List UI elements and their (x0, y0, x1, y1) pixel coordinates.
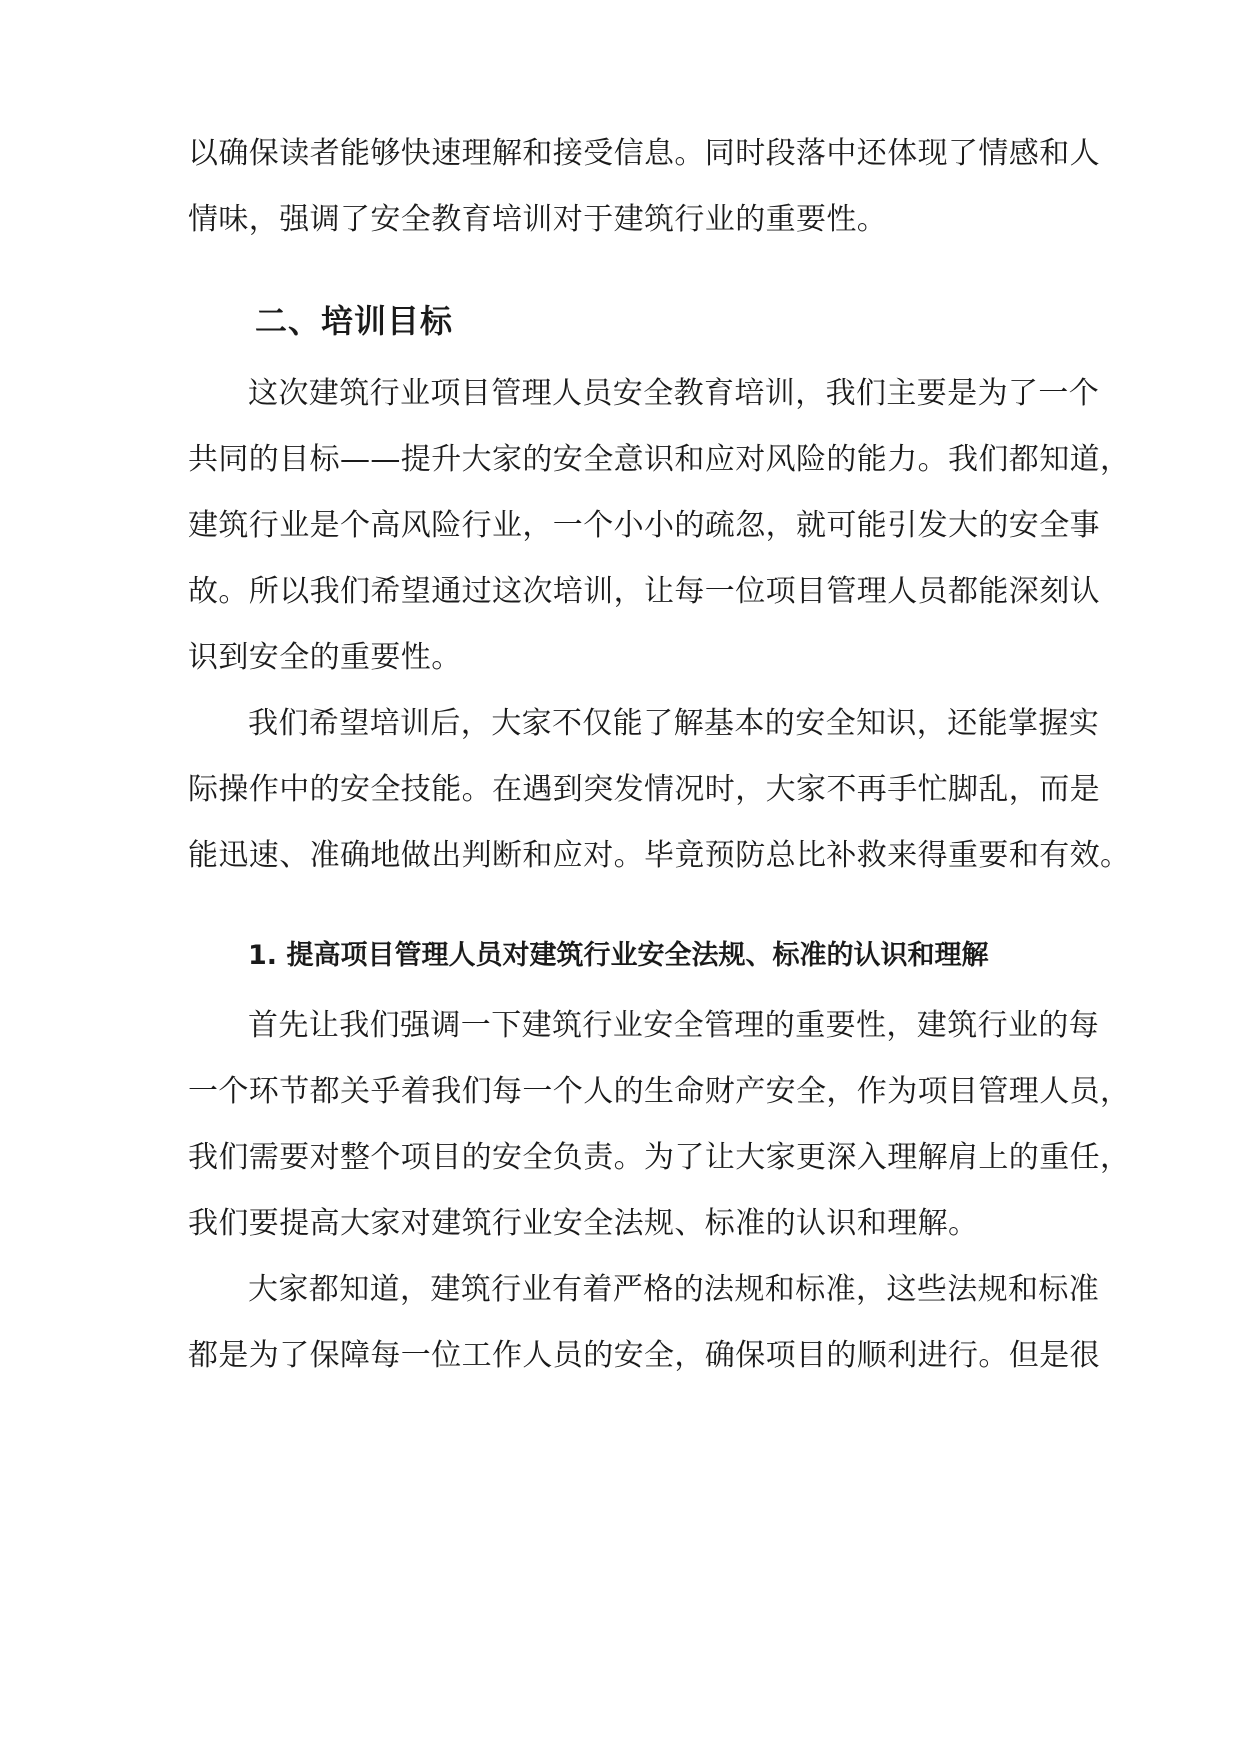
text-line: 我们需要对整个项目的安全负责。为了让大家更深入理解肩上的重任， (188, 1140, 1131, 1175)
subsection-heading: 1. 提高项目管理人员对建筑行业安全法规、标准的认识和理解 (248, 940, 989, 971)
text-line: 大家都知道，建筑行业有着严格的法规和标准，这些法规和标准 (248, 1272, 1100, 1307)
text-line: 识到安全的重要性。 (188, 640, 462, 675)
text-line: 情味，强调了安全教育培训对于建筑行业的重要性。 (188, 202, 888, 237)
text-line: 我们希望培训后，大家不仅能了解基本的安全知识，还能掌握实 (248, 706, 1100, 741)
text-line: 我们要提高大家对建筑行业安全法规、标准的认识和理解。 (188, 1206, 979, 1241)
section-heading: 二、培训目标 (255, 302, 454, 340)
text-line: 故。所以我们希望通过这次培训，让每一位项目管理人员都能深刻认 (188, 574, 1100, 609)
text-line: 这次建筑行业项目管理人员安全教育培训，我们主要是为了一个 (248, 376, 1100, 411)
text-line: 能迅速、准确地做出判断和应对。毕竟预防总比补救来得重要和有效。 (188, 838, 1131, 873)
text-line: 共同的目标——提升大家的安全意识和应对风险的能力。我们都知道， (188, 442, 1131, 477)
text-line: 以确保读者能够快速理解和接受信息。同时段落中还体现了情感和人 (188, 136, 1100, 171)
text-line: 都是为了保障每一位工作人员的安全，确保项目的顺利进行。但是很 (188, 1338, 1100, 1373)
text-line: 建筑行业是个高风险行业，一个小小的疏忽，就可能引发大的安全事 (188, 508, 1100, 543)
text-line: 首先让我们强调一下建筑行业安全管理的重要性，建筑行业的每 (248, 1008, 1100, 1043)
text-line: 际操作中的安全技能。在遇到突发情况时，大家不再手忙脚乱，而是 (188, 772, 1100, 807)
text-line: 一个环节都关乎着我们每一个人的生命财产安全，作为项目管理人员， (188, 1074, 1131, 1109)
